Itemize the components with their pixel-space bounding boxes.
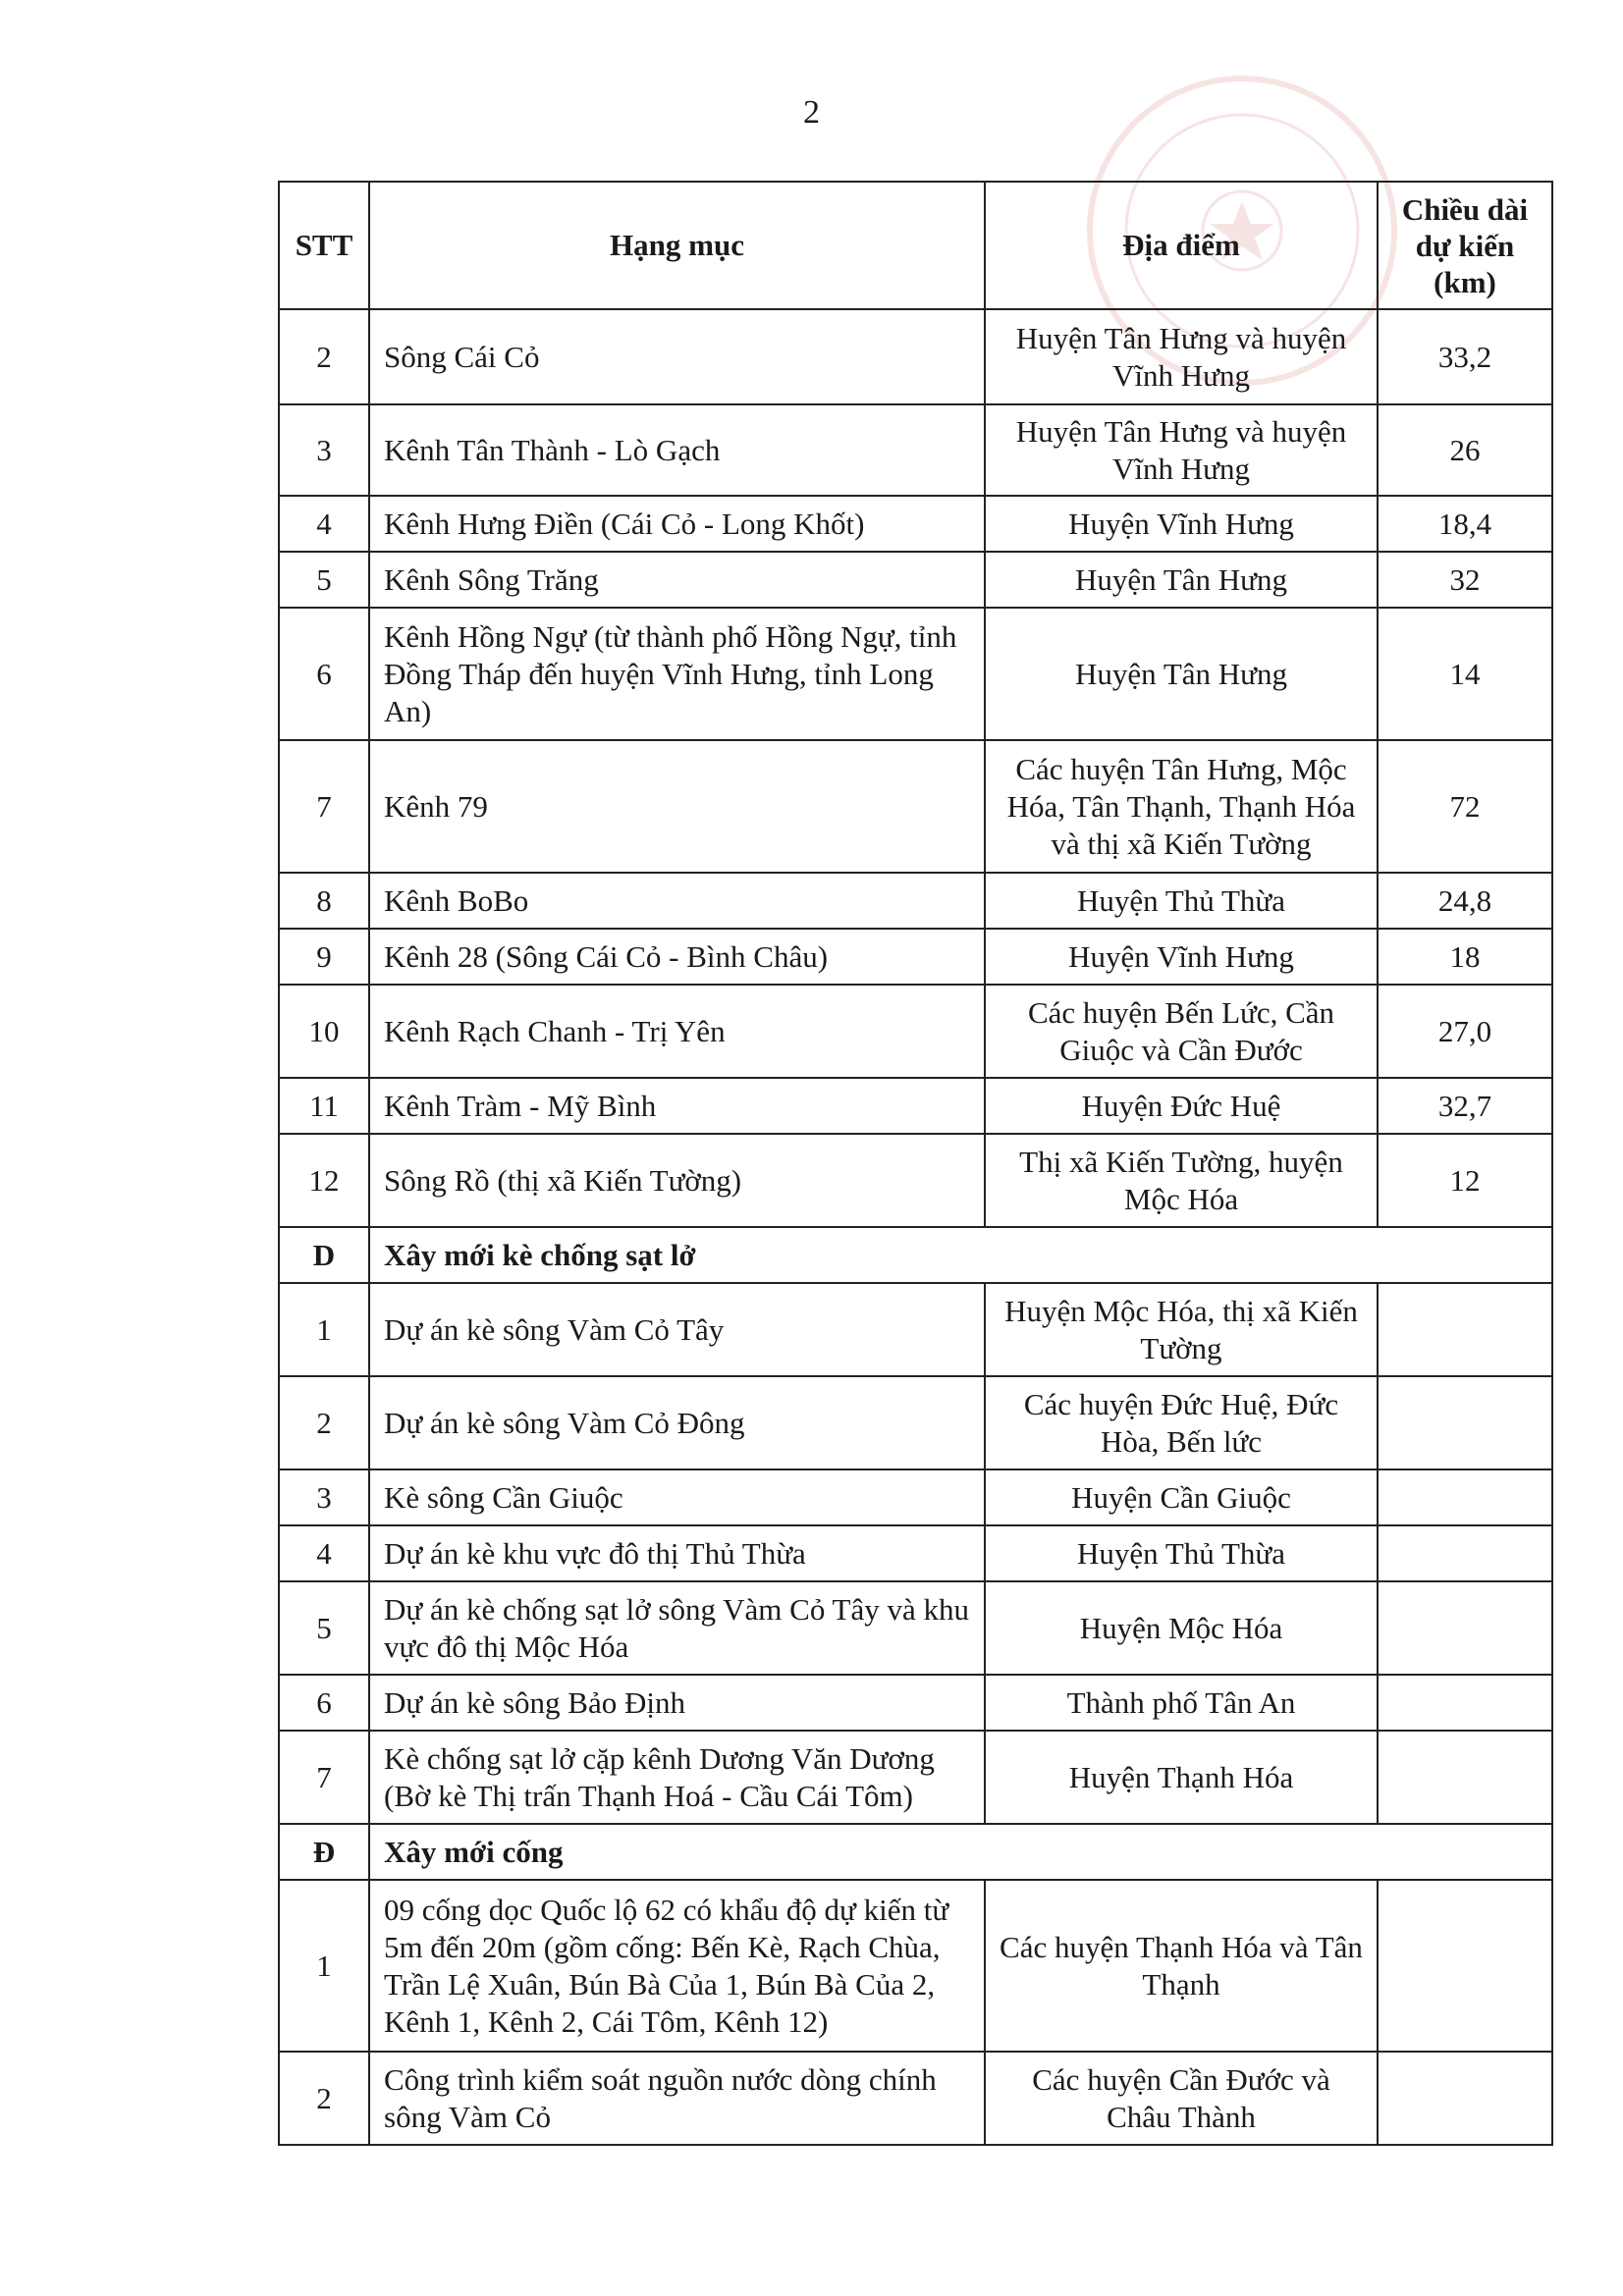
row-item: Kênh 28 (Sông Cái Cỏ - Bình Châu) bbox=[369, 929, 985, 985]
row-stt: 1 bbox=[279, 1880, 369, 2052]
row-item: Kênh Hồng Ngự (từ thành phố Hồng Ngự, tỉnh Đồng Tháp đến huyện Vĩnh Hưng, tỉnh Long An) bbox=[369, 608, 985, 740]
table-row bbox=[279, 1078, 1552, 1134]
row-item: Kênh Rạch Chanh - Trị Yên bbox=[369, 985, 985, 1078]
row-item: Kênh Hưng Điền (Cái Cỏ - Long Khốt) bbox=[369, 496, 985, 552]
row-length: 14 bbox=[1378, 608, 1552, 740]
row-location: Thành phố Tân An bbox=[985, 1675, 1378, 1731]
table-row bbox=[279, 1283, 1552, 1376]
row-length: 72 bbox=[1378, 740, 1552, 873]
row-item: Kênh Tràm - Mỹ Bình bbox=[369, 1078, 985, 1134]
row-location: Huyện Mộc Hóa bbox=[985, 1581, 1378, 1675]
table-header-row bbox=[279, 182, 1552, 309]
row-stt: 2 bbox=[279, 1376, 369, 1469]
table-row bbox=[279, 985, 1552, 1078]
header-length-line3: (km) bbox=[1434, 264, 1496, 299]
header-length bbox=[1378, 182, 1552, 309]
row-stt: 2 bbox=[279, 2052, 369, 2145]
row-location: Huyện Vĩnh Hưng bbox=[985, 929, 1378, 985]
table-row bbox=[279, 1581, 1552, 1675]
row-item: Kè sông Cần Giuộc bbox=[369, 1469, 985, 1525]
row-location: Huyện Cần Giuộc bbox=[985, 1469, 1378, 1525]
row-stt: 8 bbox=[279, 873, 369, 929]
row-stt: 3 bbox=[279, 404, 369, 496]
row-length bbox=[1378, 2052, 1552, 2145]
row-item: Dự án kè sông Vàm Cỏ Đông bbox=[369, 1376, 985, 1469]
header-location: Địa điểm bbox=[985, 182, 1378, 309]
row-item: 09 cống dọc Quốc lộ 62 có khẩu độ dự kiến từ 5m đến 20m (gồm cống: Bến Kè, Rạch Chùa, Trần Lệ Xuân, Bún Bà Của 1, Bún Bà Của 2, Kênh 1, Kênh 2, Cái Tôm, Kênh 12) bbox=[369, 1880, 985, 2052]
row-location: Huyện Mộc Hóa, thị xã Kiến Tường bbox=[985, 1283, 1378, 1376]
row-item: Dự án kè sông Vàm Cỏ Tây bbox=[369, 1283, 985, 1376]
row-length: 12 bbox=[1378, 1134, 1552, 1227]
row-length: 24,8 bbox=[1378, 873, 1552, 929]
row-stt: 12 bbox=[279, 1134, 369, 1227]
row-stt: 7 bbox=[279, 1731, 369, 1824]
table-row bbox=[279, 1376, 1552, 1469]
row-location: Huyện Đức Huệ bbox=[985, 1078, 1378, 1134]
table-row bbox=[279, 309, 1552, 404]
row-location: Thị xã Kiến Tường, huyện Mộc Hóa bbox=[985, 1134, 1378, 1227]
section-row bbox=[279, 1824, 1552, 1880]
row-location: Các huyện Đức Huệ, Đức Hòa, Bến lức bbox=[985, 1376, 1378, 1469]
section-code: D bbox=[279, 1227, 369, 1283]
row-length: 18,4 bbox=[1378, 496, 1552, 552]
row-item: Kênh Sông Trăng bbox=[369, 552, 985, 608]
row-location: Huyện Thạnh Hóa bbox=[985, 1731, 1378, 1824]
row-location: Huyện Thủ Thừa bbox=[985, 873, 1378, 929]
row-item: Dự án kè chống sạt lở sông Vàm Cỏ Tây và khu vực đô thị Mộc Hóa bbox=[369, 1581, 985, 1675]
row-location: Huyện Tân Hưng và huyện Vĩnh Hưng bbox=[985, 404, 1378, 496]
row-location: Huyện Vĩnh Hưng bbox=[985, 496, 1378, 552]
row-length: 26 bbox=[1378, 404, 1552, 496]
header-item: Hạng mục bbox=[369, 182, 985, 309]
header-stt: STT bbox=[279, 182, 369, 309]
row-item: Kênh 79 bbox=[369, 740, 985, 873]
row-stt: 1 bbox=[279, 1283, 369, 1376]
row-stt: 5 bbox=[279, 552, 369, 608]
row-length bbox=[1378, 1376, 1552, 1469]
row-stt: 6 bbox=[279, 1675, 369, 1731]
row-item: Kênh BoBo bbox=[369, 873, 985, 929]
row-location: Huyện Thủ Thừa bbox=[985, 1525, 1378, 1581]
row-stt: 7 bbox=[279, 740, 369, 873]
section-row bbox=[279, 1227, 1552, 1283]
row-length bbox=[1378, 1731, 1552, 1824]
row-item: Sông Cái Cỏ bbox=[369, 309, 985, 404]
table-row bbox=[279, 2052, 1552, 2145]
row-item: Sông Rồ (thị xã Kiến Tường) bbox=[369, 1134, 985, 1227]
row-length bbox=[1378, 1469, 1552, 1525]
table-row bbox=[279, 608, 1552, 740]
row-stt: 2 bbox=[279, 309, 369, 404]
row-item: Kè chống sạt lở cặp kênh Dương Văn Dương (Bờ kè Thị trấn Thạnh Hoá - Cầu Cái Tôm) bbox=[369, 1731, 985, 1824]
row-length bbox=[1378, 1525, 1552, 1581]
row-stt: 5 bbox=[279, 1581, 369, 1675]
table-row bbox=[279, 1675, 1552, 1731]
row-stt: 4 bbox=[279, 496, 369, 552]
row-length: 32,7 bbox=[1378, 1078, 1552, 1134]
row-length bbox=[1378, 1581, 1552, 1675]
table-row bbox=[279, 740, 1552, 873]
row-location: Huyện Tân Hưng bbox=[985, 608, 1378, 740]
row-length: 33,2 bbox=[1378, 309, 1552, 404]
section-code: Đ bbox=[279, 1824, 369, 1880]
row-length bbox=[1378, 1880, 1552, 2052]
table-row bbox=[279, 1525, 1552, 1581]
table-row bbox=[279, 1731, 1552, 1824]
row-location: Các huyện Bến Lức, Cần Giuộc và Cần Đước bbox=[985, 985, 1378, 1078]
row-stt: 10 bbox=[279, 985, 369, 1078]
row-stt: 6 bbox=[279, 608, 369, 740]
row-item: Dự án kè sông Bảo Định bbox=[369, 1675, 985, 1731]
table-row bbox=[279, 873, 1552, 929]
row-length: 27,0 bbox=[1378, 985, 1552, 1078]
header-length-line2: dự kiến bbox=[1415, 228, 1515, 263]
row-stt: 9 bbox=[279, 929, 369, 985]
table-row bbox=[279, 1880, 1552, 2052]
table-row bbox=[279, 552, 1552, 608]
row-length bbox=[1378, 1283, 1552, 1376]
row-length: 32 bbox=[1378, 552, 1552, 608]
page-number: 2 bbox=[803, 94, 820, 131]
table-body bbox=[279, 309, 1552, 2145]
project-table bbox=[278, 181, 1553, 2146]
row-item: Công trình kiểm soát nguồn nước dòng chính sông Vàm Cỏ bbox=[369, 2052, 985, 2145]
header-length-line1: Chiều dài bbox=[1401, 191, 1529, 227]
row-stt: 4 bbox=[279, 1525, 369, 1581]
row-location: Huyện Tân Hưng và huyện Vĩnh Hưng bbox=[985, 309, 1378, 404]
row-stt: 3 bbox=[279, 1469, 369, 1525]
row-location: Các huyện Tân Hưng, Mộc Hóa, Tân Thạnh, Thạnh Hóa và thị xã Kiến Tường bbox=[985, 740, 1378, 873]
row-item: Dự án kè khu vực đô thị Thủ Thừa bbox=[369, 1525, 985, 1581]
row-location: Các huyện Cần Đước và Châu Thành bbox=[985, 2052, 1378, 2145]
row-length: 18 bbox=[1378, 929, 1552, 985]
section-title: Xây mới cống bbox=[369, 1824, 1552, 1880]
row-item: Kênh Tân Thành - Lò Gạch bbox=[369, 404, 985, 496]
table-row bbox=[279, 496, 1552, 552]
table-row bbox=[279, 404, 1552, 496]
row-stt: 11 bbox=[279, 1078, 369, 1134]
table-row bbox=[279, 1134, 1552, 1227]
table-row bbox=[279, 929, 1552, 985]
table-row bbox=[279, 1469, 1552, 1525]
section-title: Xây mới kè chống sạt lở bbox=[369, 1227, 1552, 1283]
row-location: Các huyện Thạnh Hóa và Tân Thạnh bbox=[985, 1880, 1378, 2052]
row-length bbox=[1378, 1675, 1552, 1731]
row-location: Huyện Tân Hưng bbox=[985, 552, 1378, 608]
